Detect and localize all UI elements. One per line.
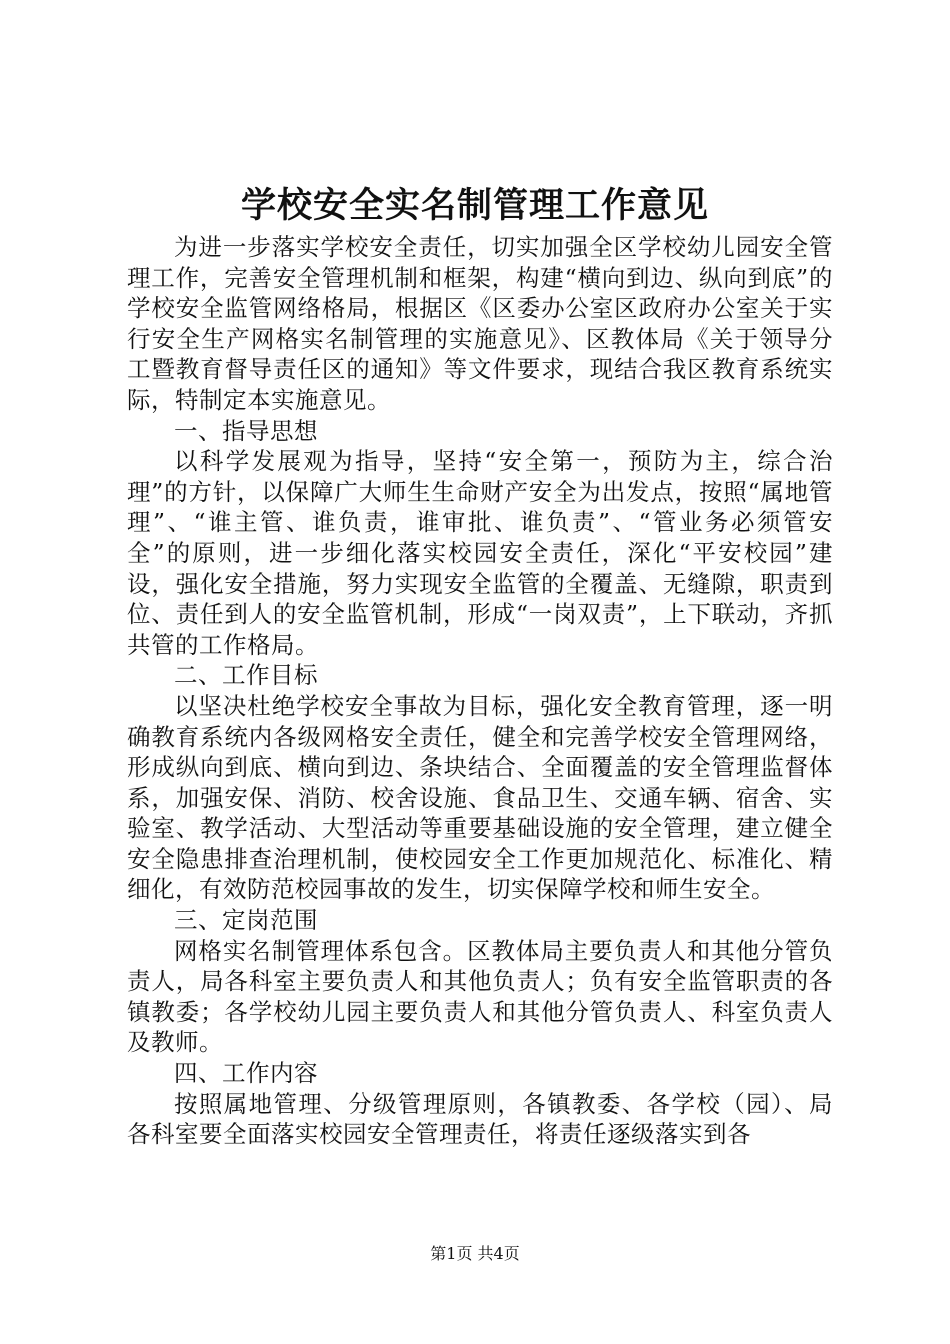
intro-paragraph: 为进一步落实学校安全责任，切实加强全区学校幼儿园安全管理工作，完善安全管理机制和框架，构建“横向到边、纵向到底”的学校安全监管网络格局，根据区《区委办公室区政府办公室关于实行安全生产网格实名制管理的实施意见》、区教体局《关于领导分工暨教育督导责任区的通知》等文件要求，现结合我区教育系统实际，特制定本实施意见。 (127, 233, 833, 414)
section-paragraph: 网格实名制管理体系包含。区教体局主要负责人和其他分管负责人，局各科室主要负责人和其他负责人；负有安全监管职责的各镇教委；各学校幼儿园主要负责人和其他分管负责人、科室负责人及教师。 (127, 936, 833, 1057)
section-heading: 四、工作内容 (174, 1059, 318, 1088)
section-paragraph: 按照属地管理、分级管理原则，各镇教委、各学校（园）、局各科室要全面落实校园安全管理责任，将责任逐级落实到各 (127, 1089, 833, 1149)
document-title: 学校安全实名制管理工作意见 (240, 185, 709, 226)
document-body (127, 232, 833, 1150)
section-paragraph: 以坚决杜绝学校安全事故为目标，强化安全教育管理，逐一明确教育系统内各级网格安全责任，健全和完善学校安全管理网络，形成纵向到底、横向到边、条块结合、全面覆盖的安全管理监督体系，加强安保、消防、校舍设施、食品卫生、交通车辆、宿舍、实验室、教学活动、大型活动等重要基础设施的安全管理，建立健全安全隐患排查治理机制，使校园安全工作更加规范化、标准化、精细化，有效防范校园事故的发生，切实保障学校和师生安全。 (127, 691, 833, 904)
page-footer: 第1页 共4页 (430, 1244, 520, 1263)
section-paragraph: 以科学发展观为指导，坚持“安全第一，预防为主，综合治理”的方针，以保障广大师生生命财产安全为出发点，按照“属地管理”、“谁主管、谁负责，谁审批、谁负责”、“管业务必须管安全”的原则，进一步细化落实校园安全责任，深化“平安校园”建设，强化安全措施，努力实现安全监管的全覆盖、无缝隙，职责到位、责任到人的安全监管机制，形成“一岗双责”，上下联动，齐抓共管的工作格局。 (127, 447, 833, 659)
section-heading: 二、工作目标 (174, 661, 318, 690)
section-heading: 一、指导思想 (174, 416, 318, 445)
section-heading: 三、定岗范围 (174, 906, 318, 935)
